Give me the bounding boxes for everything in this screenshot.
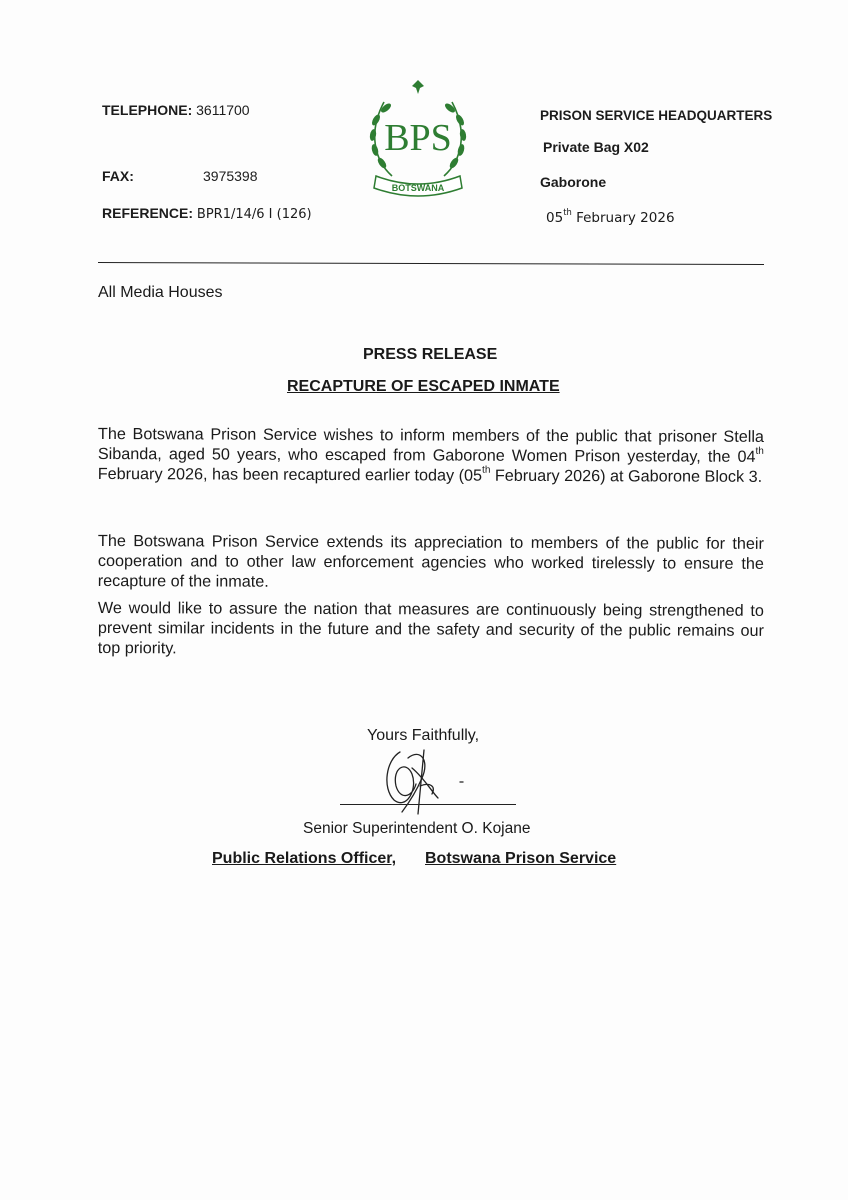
p1-text-a: The Botswana Prison Service wishes to inform members of the public that prisoner Stella Sibanda, aged 50 years, who escaped from Gaborone Women Prison yesterday, the 04 — [97, 425, 764, 466]
handwritten-signature — [372, 738, 472, 818]
letter-date-rest: February 2026 — [576, 210, 675, 226]
fax-line — [102, 168, 258, 184]
address-line-1: PRISON SERVICE HEADQUARTERS — [540, 108, 773, 123]
telephone-line — [102, 102, 250, 118]
fax-value: 3975398 — [203, 168, 258, 184]
letter-date-day: 05 — [546, 210, 564, 226]
signer-title-role: Public Relations Officer, — [212, 850, 397, 867]
body-paragraph-2: The Botswana Prison Service extends its appreciation to members of the public for their cooperation and to other law enforcement agencies who worked tirelessly to ensure the recapture of the inmate. — [97, 532, 764, 591]
body-paragraph-3: We would like to assure the nation that measures are continuously being strengthened to prevent similar incidents in the future and the safety and security of the public remains our top priority. — [97, 599, 764, 658]
reference-value: BPR1/14/6 I (126) — [196, 207, 312, 222]
crest-monogram: BPS — [384, 117, 452, 159]
address-line-3: Gaborone — [540, 174, 607, 190]
closing-salutation: Yours Faithfully, — [367, 727, 480, 744]
press-release-title: PRESS RELEASE — [363, 346, 498, 363]
body-paragraph-1 — [98, 424, 764, 487]
p1-sup-1: th — [755, 445, 764, 458]
p1-text-b: February 2026, has been recaptured earlier today (05 — [97, 464, 483, 485]
prison-service-crest-logo — [362, 80, 474, 202]
telephone-value: 3611700 — [196, 102, 250, 118]
letter-date — [546, 207, 675, 226]
address-line-2: Private Bag X02 — [543, 139, 649, 155]
telephone-label: TELEPHONE: — [102, 102, 193, 118]
press-release-subtitle: RECAPTURE OF ESCAPED INMATE — [287, 378, 560, 395]
addressee: All Media Houses — [98, 284, 223, 301]
fax-label: FAX: — [102, 168, 134, 184]
p1-sup-2: th — [482, 464, 491, 476]
letterhead-divider — [98, 262, 764, 265]
reference-line — [102, 205, 312, 222]
crest-banner-text: BOTSWANA — [391, 183, 445, 193]
letter-date-suffix: th — [563, 207, 572, 218]
signature-line — [340, 804, 516, 805]
signer-name: Senior Superintendent O. Kojane — [303, 820, 531, 837]
p1-text-c: February 2026) at Gaborone Block 3. — [490, 466, 763, 486]
reference-label: REFERENCE: — [102, 205, 194, 221]
signer-title-organization: Botswana Prison Service — [425, 850, 617, 867]
